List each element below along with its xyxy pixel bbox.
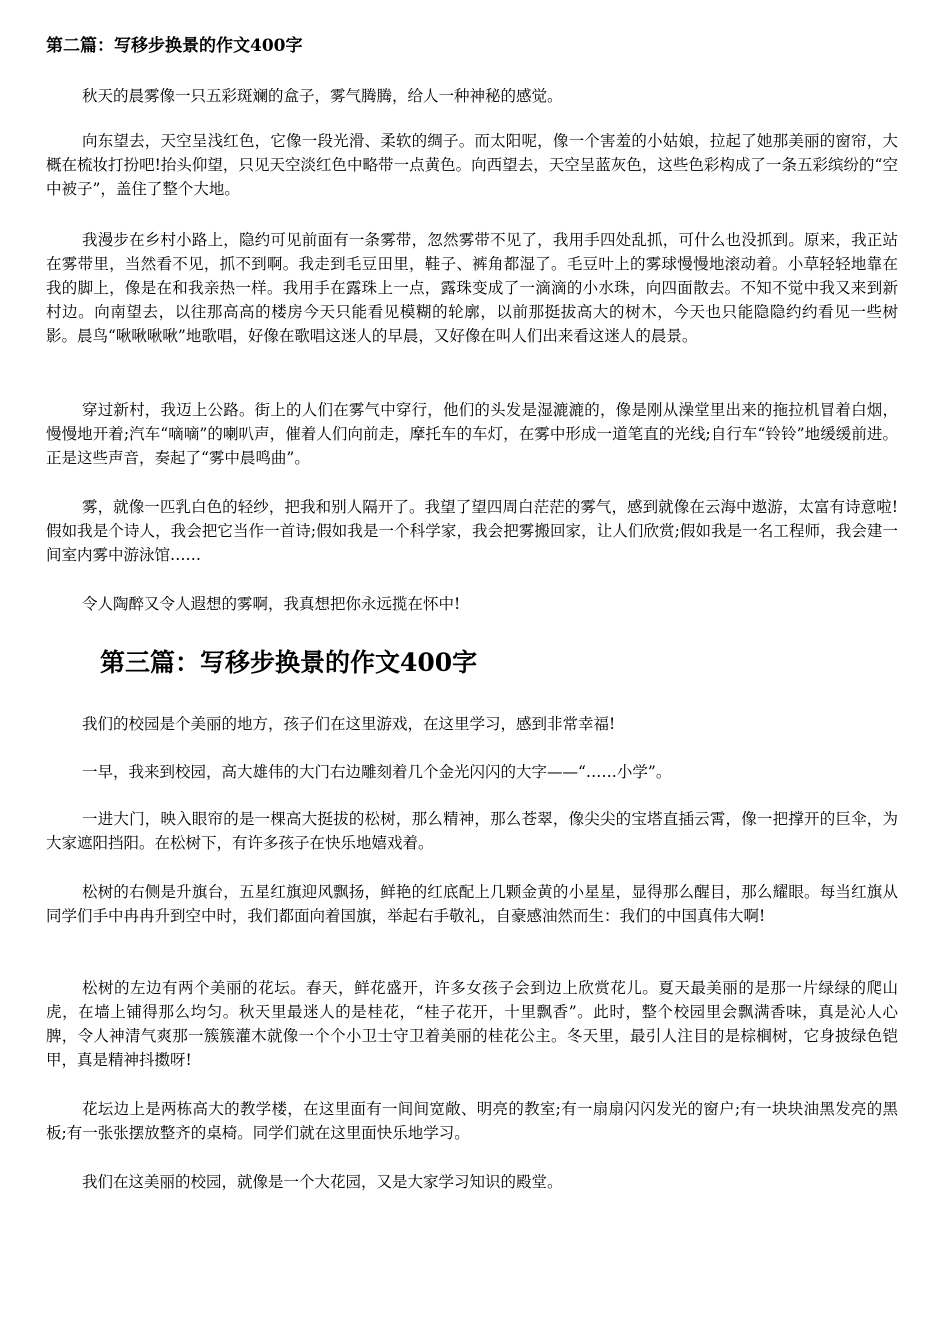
section2-title: 第二篇：写移步换景的作文400字	[46, 36, 303, 56]
section2-paragraph-3: 我漫步在乡村小路上，隐约可见前面有一条雾带，忽然雾带不见了，我用手四处乱抓，可什么也没抓到。原来，我正站在雾带里，当然看不见，抓不到啊。我走到毛豆田里，鞋子、裤角都湿了。毛豆叶上的雾球慢慢地滚动着。小草轻轻地靠在我的脚上，像是在和我亲热一样。我用手在露珠上一点，露珠变成了一滴滴的小水珠，向四面散去。不知不觉中我又来到新村边。向南望去，以往那高高的楼房今天只能看见模糊的轮廓，以前那挺拔高大的树木，今天也只能隐隐约约看见一些树影。晨鸟“啾啾啾啾”地歌唱，好像在歌唱这迷人的早晨，又好像在叫人们出来看这迷人的晨景。	[46, 231, 898, 345]
section2-paragraph-1: 秋天的晨雾像一只五彩斑斓的盒子，雾气腾腾，给人一种神秘的感觉。	[82, 87, 563, 105]
section3-paragraph-3: 一进大门，映入眼帘的是一棵高大挺拔的松树，那么精神，那么苍翠，像尖尖的宝塔直插云霄，像一把撑开的巨伞，为大家遮阳挡阳。在松树下，有许多孩子在快乐地嬉戏着。	[46, 810, 898, 852]
section3-paragraph-6: 花坛边上是两栋高大的教学楼，在这里面有一间间宽敞、明亮的教室;有一扇扇闪闪发光的窗户;有一块块油黑发亮的黑板;有一张张摆放整齐的桌椅。同学们就在这里面快乐地学习。	[46, 1100, 898, 1142]
section2-paragraph-5: 雾，就像一匹乳白色的轻纱，把我和别人隔开了。我望了望四周白茫茫的雾气，感到就像在云海中遨游，太富有诗意啦!假如我是个诗人，我会把它当作一首诗;假如我是一个科学家，我会把雾搬回家，让人们欣赏;假如我是一名工程师，我会建一间室内雾中游泳馆……	[46, 498, 898, 564]
section3-paragraph-4: 松树的右侧是升旗台，五星红旗迎风飘扬，鲜艳的红底配上几颗金黄的小星星，显得那么醒目，那么耀眼。每当红旗从同学们手中冉冉升到空中时，我们都面向着国旗，举起右手敬礼，自豪感油然而生：我们的中国真伟大啊!	[46, 883, 898, 925]
section2-paragraph-6: 令人陶醉又令人遐想的雾啊，我真想把你永远揽在怀中!	[82, 595, 461, 613]
section3-paragraph-1: 我们的校园是个美丽的地方，孩子们在这里游戏，在这里学习，感到非常幸福!	[82, 715, 616, 733]
section3-paragraph-5: 松树的左边有两个美丽的花坛。春天，鲜花盛开，许多女孩子会到边上欣赏花儿。夏天最美丽的是那一片绿绿的爬山虎，在墙上铺得那么均匀。秋天里最迷人的是桂花，“桂子花开，十里飘香”。此时，整个校园里会飘满香味，真是沁人心脾，令人神清气爽那一簇簇灌木就像一个个小卫士守卫着美丽的桂花公主。冬天里，最引人注目的是棕榈树，它身披绿色铠甲，真是精神抖擞呀!	[46, 979, 898, 1069]
section3-paragraph-2: 一早，我来到校园，高大雄伟的大门右边雕刻着几个金光闪闪的大字——“……小学”。	[82, 763, 672, 781]
section3-paragraph-7: 我们在这美丽的校园，就像是一个大花园，又是大家学习知识的殿堂。	[82, 1173, 563, 1191]
section2-paragraph-4: 穿过新村，我迈上公路。街上的人们在雾气中穿行，他们的头发是湿漉漉的，像是刚从澡堂里出来的拖拉机冒着白烟，慢慢地开着;汽车“嘀嘀”的喇叭声，催着人们向前走，摩托车的车灯，在雾中形成一道笔直的光线;自行车“铃铃”地缓缓前进。正是这些声音，奏起了“雾中晨鸣曲”。	[46, 401, 898, 467]
section3-title: 第三篇：写移步换景的作文400字	[100, 648, 478, 677]
section2-paragraph-2: 向东望去，天空呈浅红色，它像一段光滑、柔软的绸子。而太阳呢，像一个害羞的小姑娘，拉起了她那美丽的窗帘，大概在梳妆打扮吧!抬头仰望，只见天空淡红色中略带一点黄色。向西望去，天空呈蓝灰色，这些色彩构成了一条五彩缤纷的“空中被子”，盖住了整个大地。	[46, 132, 898, 198]
